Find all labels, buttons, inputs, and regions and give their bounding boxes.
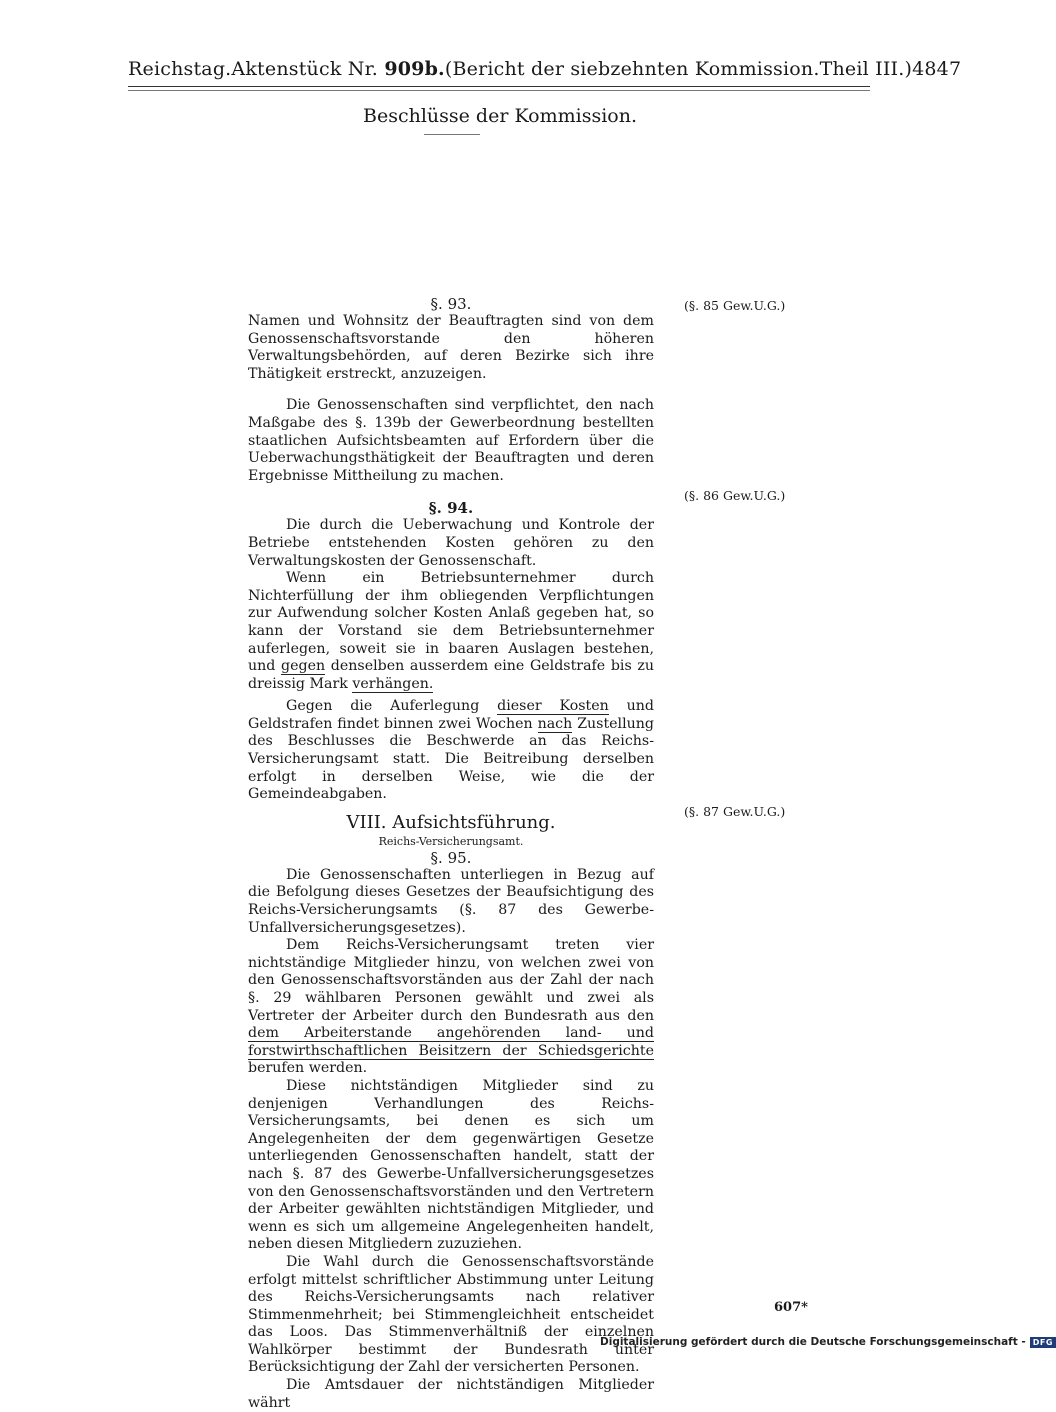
- paragraph-94-text-2: Wenn ein Betriebsunternehmer durch Nichterfüllung der ihm obliegenden Verpflichtungen zur Aufwendung solcher Kosten Anlaß gegeben hat, so kann der Vorstand sie dem Betriebsunternehmer auferlegen, soweit sie in baaren Auslagen bestehen, und gegen denselben ausserdem eine Geldstrafe bis zu dreissig Mark verhängen.: [248, 570, 655, 692]
- header-bericht: (Bericht der siebzehnten Kommission.: [444, 58, 820, 80]
- header-rule-thin: [128, 90, 870, 91]
- amendment-nach: nach: [537, 715, 573, 732]
- dfg-logo: DFG: [1030, 1337, 1056, 1348]
- amendment-dieser-kosten: dieser Kosten: [497, 698, 609, 715]
- running-header: [128, 58, 962, 80]
- paragraph-95-text-1: Die Genossenschaften unterliegen in Bezug auf die Befolgung dieses Gesetzes der Beaufsichtigung des Reichs-Versicherungsamts (§. 87 des Gewerbe-Unfallversicherungsgesetzes).: [248, 866, 654, 936]
- chapter-subtitle: Reichs-Versicherungsamt.: [378, 834, 524, 848]
- page-number: 4847: [912, 58, 962, 80]
- paragraph-95-text-3: Diese nichtständigen Mitglieder sind zu denjenigen Verhandlungen des Reichs-Versicherungsamts, bei denen es sich um Angelegenheiten der dem gegenwärtigen Gesetze unterliegenden Genossenschaften handelt, statt der nach §. 87 des Gewerbe-Unfallversicherungsgesetzes von den Genossenschaftsvorständen und den Vertretern der Arbeiter gewählten nichtständigen Mitglieder, und wenn es sich um allgemeine Angelegenheiten handelt, neben diesen Mitgliedern zuzuziehen.: [248, 1077, 654, 1253]
- paragraph-95-text-5: Die Amtsdauer der nichtständigen Mitglieder währt: [248, 1377, 654, 1411]
- chapter-title: VIII. Aufsichtsführung.: [346, 811, 556, 833]
- page-signature: 607*: [774, 1300, 808, 1315]
- paragraph-94-heading: §. 94.: [428, 499, 474, 518]
- paragraph-93-text-1: Namen und Wohnsitz der Beauftragten sind von dem Genossenschaftsvorstande den höheren Verwaltungsbehörden, auf deren Bezirke sich ihre Thätigkeit erstreckt, anzuzeigen.: [248, 313, 654, 382]
- title-divider: [424, 134, 480, 135]
- text-column: [248, 295, 654, 1412]
- header-aktenstueck: Aktenstück Nr. 909b.: [231, 58, 445, 80]
- footer-text: Digitalisierung gefördert durch die Deutsche Forschungsgemeinschaft -: [600, 1336, 1026, 1348]
- paragraph-93-text-2: Die Genossenschaften sind verpflichtet, den nach Maßgabe des §. 139b der Gewerbeordnung bestellten staatlichen Aufsichtsbeamten auf Erfordern über die Ueberwachungsthätigkeit der Beauftragten und deren Ergebnisse Mittheilung zu machen.: [248, 397, 654, 484]
- margin-ref-95: (§. 87 Gew.U.G.): [684, 804, 786, 819]
- paragraph-93-heading: §. 93.: [430, 295, 472, 313]
- paragraph-94-text-3: Gegen die Auferlegung dieser Kosten und Geldstrafen findet binnen zwei Wochen nach Zustellung des Beschlusses die Beschwerde an das Reichs-Versicherungsamt statt. Die Beitreibung derselben erfolgt in derselben Weise, wie die der Gemeindeabgaben.: [248, 698, 655, 803]
- header-reichstag: Reichstag.: [128, 58, 232, 80]
- paragraph-95-heading: §. 95.: [430, 848, 472, 867]
- section-title: Beschlüsse der Kommission.: [363, 105, 637, 127]
- paragraph-94-text-1: Die durch die Ueberwachung und Kontrole der Betriebe entstehenden Kosten gehören zu den Verwaltungskosten der Genossenschaft.: [248, 517, 654, 569]
- margin-ref-94: (§. 86 Gew.U.G.): [684, 488, 786, 503]
- margin-ref-93: (§. 85 Gew.U.G.): [684, 298, 786, 313]
- paragraph-95-text-4: Die Wahl durch die Genossenschaftsvorstände erfolgt mittelst schriftlicher Abstimmung unter Leitung des Reichs-Versicherungsamts nach relativer Stimmenmehrheit; bei Stimmengleichheit entscheidet das Loos. Das Stimmenverhältniß der einzelnen Wahlkörper bestimmt der Bundesrath unter Berücksichtigung der Zahl der versicherten Personen.: [248, 1253, 654, 1376]
- header-number: 909b.: [384, 58, 445, 80]
- header-rule: [128, 86, 870, 87]
- amendment-arbeiterstande: dem Arbeiterstande angehörenden land- und forstwirthschaftlichen Beisitzern der Schiedsgerichte: [248, 1025, 654, 1059]
- amendment-gegen: gegen: [281, 658, 326, 675]
- paragraph-95-text-2: Dem Reichs-Versicherungsamt treten vier nichtständige Mitglieder hinzu, von welchen zwei von den Genossenschaftsvorständen aus der Zahl der nach §. 29 wählbaren Personen gewählt und zwei als Vertreter der Arbeiter durch den Bundesrath aus den dem Arbeiterstande angehörenden land- und forstwirthschaftlichen Beisitzern der Schiedsgerichte berufen werden.: [248, 937, 654, 1077]
- header-theil: Theil III.): [819, 58, 913, 80]
- digitization-footer: [600, 1336, 1056, 1348]
- amendment-verhaengen: verhängen.: [352, 675, 434, 692]
